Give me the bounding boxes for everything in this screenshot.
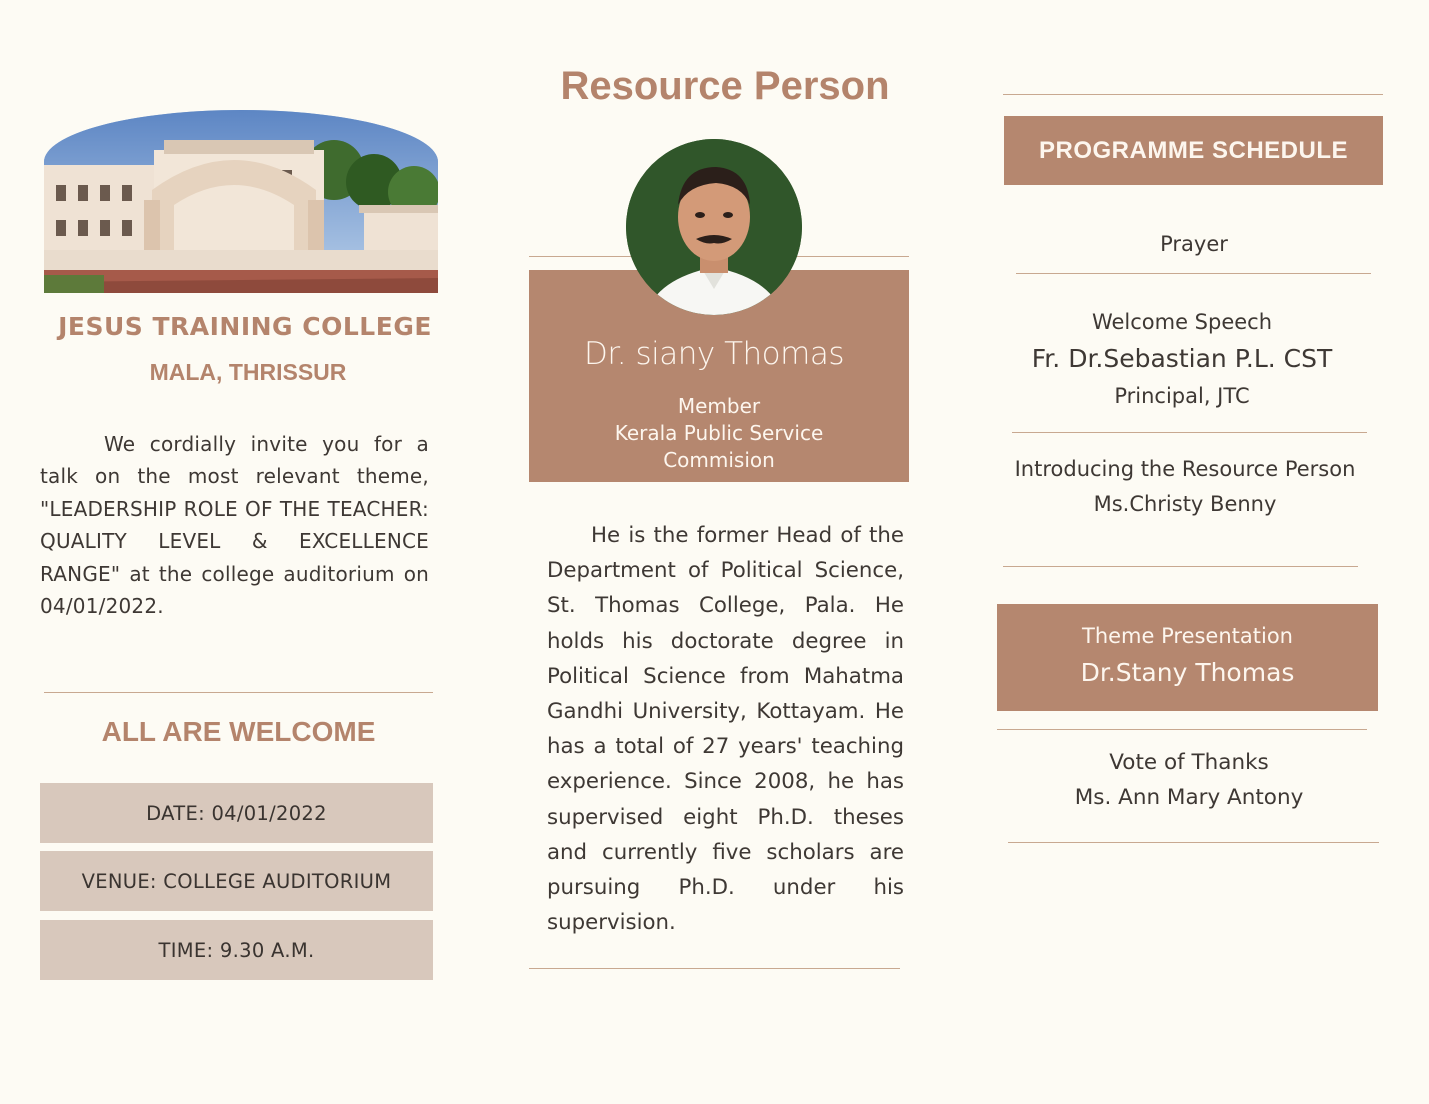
resource-person-org-cont: Commision: [663, 448, 775, 472]
divider: [44, 692, 433, 693]
resource-person-role: Member: [677, 394, 761, 418]
divider: [1003, 566, 1358, 567]
schedule-welcome-speaker: Fr. Dr.Sebastian P.L. CST: [1031, 344, 1333, 373]
schedule-prayer: Prayer: [1160, 232, 1228, 256]
schedule-vote-speaker: Ms. Ann Mary Antony: [1074, 785, 1304, 810]
schedule-welcome-label: Welcome Speech: [1091, 310, 1273, 334]
resource-person-name: Dr. siany Thomas: [584, 336, 844, 372]
date-box: [40, 783, 433, 843]
college-name: JESUS TRAINING COLLEGE: [58, 312, 432, 341]
divider: [997, 729, 1367, 730]
welcome-heading: ALL ARE WELCOME: [101, 716, 376, 747]
date-label: DATE: 04/01/2022: [146, 801, 327, 825]
divider: [1016, 273, 1371, 274]
resource-person-org: Kerala Public Service: [614, 421, 824, 445]
venue-box: [40, 851, 433, 911]
theme-presentation-box: [997, 604, 1378, 711]
time-box: [40, 920, 433, 980]
schedule-welcome-speaker-role: Principal, JTC: [1114, 384, 1250, 408]
resource-person-portrait: [626, 139, 802, 315]
resource-person-title: Resource Person: [560, 64, 890, 108]
schedule-intro-speaker: Ms.Christy Benny: [1093, 492, 1277, 516]
schedule-theme-speaker: Dr.Stany Thomas: [1080, 658, 1295, 687]
resource-person-bio: He is the former Head of the Department of Political Science, St. Thomas College, Pala. He holds his doctorate degree in Political Science from Mahatma Gandhi University, Kottayam. He has a total of 27 years' teaching experience. Since 2008, he has supervised eight Ph.D. theses and currently five scholars are pursuing Ph.D. under his supervision.: [547, 523, 904, 936]
divider: [1008, 842, 1379, 843]
schedule-vote-label: Vote of Thanks: [1109, 750, 1269, 775]
invitation-text: We cordially invite you for a talk on the most relevant theme, "LEADERSHIP ROLE OF THE TEACHER: QUALITY LEVEL & EXCELLENCE RANGE" at the college auditorium on 04/01/2022.: [40, 432, 429, 619]
schedule-intro-label: Introducing the Resource Person: [1014, 457, 1356, 481]
schedule-theme-label: Theme Presentation: [1082, 624, 1293, 648]
college-location: MALA, THRISSUR: [149, 359, 347, 385]
programme-schedule-label: PROGRAMME SCHEDULE: [1038, 136, 1348, 164]
divider: [529, 968, 900, 969]
time-label: TIME: 9.30 A.M.: [158, 938, 315, 962]
divider: [1012, 432, 1367, 433]
venue-label: VENUE: COLLEGE AUDITORIUM: [81, 869, 392, 893]
college-building-photo: [44, 110, 438, 293]
programme-schedule-heading: [1004, 116, 1383, 185]
divider: [1003, 94, 1383, 95]
